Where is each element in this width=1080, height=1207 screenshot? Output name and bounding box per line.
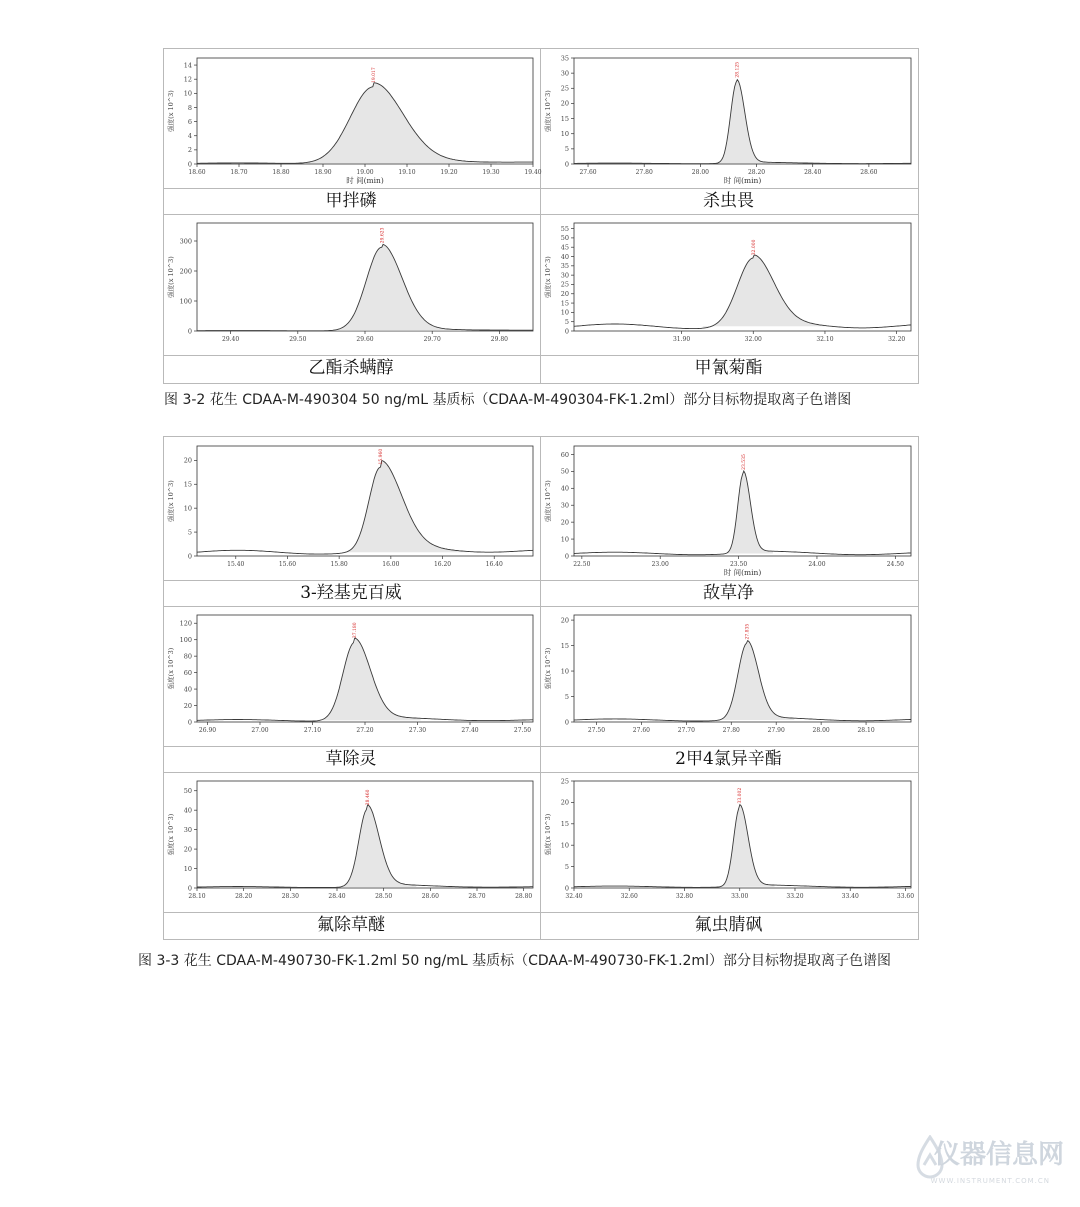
x-axis-label: 时 间(min): [346, 176, 384, 185]
y-tick-label: 15: [183, 480, 192, 489]
retention-time-label: 29.623: [380, 227, 386, 244]
chromatogram-svg: [163, 213, 539, 354]
x-tick-label: 27.30: [408, 727, 427, 734]
x-tick-label: 32.80: [675, 893, 694, 900]
y-tick-label: 10: [183, 504, 192, 513]
retention-time-label: 27.835: [745, 623, 751, 640]
x-tick-label: 28.60: [421, 893, 439, 900]
grid-divider: [164, 355, 918, 356]
chromatogram-panel: [163, 605, 539, 745]
y-tick-label: 120: [179, 619, 192, 628]
y-axis-label: 强度(x 10^3): [167, 90, 175, 132]
x-tick-label: 19.30: [482, 169, 500, 176]
x-tick-label: 19.00: [356, 169, 374, 176]
x-tick-label: 28.00: [812, 727, 830, 734]
chromatogram-panel: [540, 436, 917, 579]
chromatogram-panel: [163, 436, 539, 579]
figure-caption: 图 3-2 花生 CDAA-M-490304 50 ng/mL 基质标（CDAA-M-490304-FK-1.2ml）部分目标物提取离子色谱图: [164, 392, 852, 408]
chromatogram-svg: [163, 771, 539, 911]
y-axis-label: 强度(x 10^3): [544, 647, 552, 690]
chromatogram-svg: [163, 605, 539, 745]
chromatogram-panel: [540, 213, 917, 354]
y-tick-label: 50: [183, 787, 192, 796]
y-tick-label: 0: [564, 884, 569, 893]
y-tick-label: 0: [564, 160, 569, 169]
chromatogram-svg: [540, 436, 917, 579]
y-tick-label: 15: [560, 641, 569, 650]
y-tick-label: 40: [560, 484, 569, 493]
compound-name: 草除灵: [325, 749, 377, 769]
x-tick-label: 29.80: [490, 336, 508, 343]
x-tick-label: 15.80: [330, 561, 348, 568]
y-tick-label: 20: [183, 845, 192, 854]
x-tick-label: 32.00: [744, 336, 762, 343]
y-tick-label: 10: [560, 308, 569, 317]
x-tick-label: 28.20: [235, 893, 253, 900]
chromatogram-panel: [540, 605, 917, 745]
x-tick-label: 31.90: [672, 336, 691, 343]
chromatogram-panel: [540, 48, 917, 187]
y-tick-label: 4: [187, 132, 192, 141]
peak-area: [341, 805, 417, 887]
y-tick-label: 20: [183, 456, 192, 465]
y-tick-label: 6: [187, 117, 192, 126]
chromatogram-panel: [163, 213, 539, 354]
y-tick-label: 5: [564, 692, 569, 701]
chromatogram-svg: [540, 48, 917, 187]
y-tick-label: 20: [560, 616, 569, 625]
y-tick-label: 20: [183, 701, 192, 710]
y-tick-label: 20: [560, 798, 569, 807]
retention-time-label: 28.460: [365, 789, 371, 806]
y-tick-label: 10: [560, 841, 569, 850]
compound-name: 甲拌磷: [325, 191, 377, 211]
x-tick-label: 28.70: [468, 893, 486, 900]
x-tick-label: 18.60: [188, 169, 206, 176]
x-tick-label: 27.80: [635, 169, 653, 176]
x-tick-label: 33.40: [841, 893, 859, 900]
x-tick-label: 19.20: [440, 169, 458, 176]
y-tick-label: 0: [187, 884, 192, 893]
y-tick-label: 40: [183, 806, 192, 815]
x-tick-label: 28.60: [860, 169, 878, 176]
x-tick-label: 15.40: [227, 561, 245, 568]
x-tick-label: 15.60: [278, 561, 297, 568]
x-tick-label: 27.80: [722, 727, 740, 734]
figure-caption: 图 3-3 花生 CDAA-M-490730-FK-1.2ml 50 ng/mL 基质标（CDAA-M-490730-FK-1.2ml）部分目标物提取离子色谱图: [138, 953, 891, 969]
x-tick-label: 19.40: [524, 169, 542, 176]
y-tick-label: 10: [183, 89, 192, 98]
x-tick-label: 22.50: [573, 561, 591, 568]
y-tick-label: 40: [183, 685, 192, 694]
retention-time-label: 19.017: [371, 67, 377, 83]
y-axis-label: 强度(x 10^3): [167, 480, 175, 522]
y-tick-label: 45: [560, 243, 569, 252]
grid-divider: [164, 188, 918, 189]
x-tick-label: 27.50: [513, 727, 532, 734]
y-tick-label: 20: [560, 518, 569, 527]
y-tick-label: 35: [560, 262, 569, 271]
y-tick-label: 8: [187, 103, 192, 112]
x-tick-label: 33.00: [731, 893, 749, 900]
y-tick-label: 0: [187, 160, 192, 169]
y-tick-label: 20: [560, 99, 569, 108]
y-tick-label: 25: [560, 84, 569, 93]
x-tick-label: 32.20: [888, 336, 906, 343]
x-tick-label: 28.40: [804, 169, 822, 176]
y-tick-label: 10: [560, 667, 569, 676]
x-tick-label: 23.50: [729, 561, 748, 568]
x-tick-label: 28.10: [188, 893, 206, 900]
x-tick-label: 33.20: [786, 893, 804, 900]
y-axis-label: 强度(x 10^3): [544, 90, 552, 132]
grid-divider: [164, 746, 918, 747]
y-tick-label: 80: [183, 652, 192, 661]
chromatogram-svg: [540, 213, 917, 354]
x-tick-label: 18.70: [230, 169, 248, 176]
x-tick-label: 27.00: [251, 727, 269, 734]
retention-time-label: 23.535: [741, 454, 747, 470]
chromatogram-svg: [540, 605, 917, 745]
watermark-subtext: WWW.INSTRUMENT.COM.CN: [930, 1177, 1050, 1185]
y-tick-label: 12: [183, 75, 192, 84]
compound-name: 氟除草醚: [317, 915, 385, 935]
x-tick-label: 26.90: [198, 727, 217, 734]
y-tick-label: 30: [560, 501, 569, 510]
y-tick-label: 35: [560, 54, 569, 63]
y-axis-label: 强度(x 10^3): [167, 647, 175, 690]
chromatogram-svg: [163, 48, 542, 187]
x-tick-label: 29.70: [423, 336, 441, 343]
y-axis-label: 强度(x 10^3): [544, 480, 552, 522]
y-tick-label: 20: [560, 290, 569, 299]
chromatogram-panel: [163, 48, 542, 187]
y-tick-label: 10: [560, 130, 569, 139]
x-tick-label: 27.60: [632, 727, 650, 734]
grid-divider: [164, 580, 918, 581]
compound-name: 2甲4氯异辛酯: [675, 749, 782, 769]
x-tick-label: 28.30: [281, 893, 299, 900]
compound-name: 氟虫腈砜: [694, 915, 763, 935]
y-tick-label: 30: [183, 825, 192, 834]
y-axis-label: 强度(x 10^3): [167, 256, 175, 298]
x-tick-label: 28.00: [691, 169, 709, 176]
y-tick-label: 25: [560, 777, 569, 786]
x-tick-label: 27.10: [303, 727, 322, 734]
y-tick-label: 30: [560, 271, 569, 280]
y-tick-label: 0: [187, 327, 192, 336]
x-tick-label: 24.00: [808, 561, 826, 568]
retention-time-label: 27.180: [353, 622, 358, 639]
compound-name: 3-羟基克百威: [300, 583, 402, 603]
x-tick-label: 28.50: [375, 893, 393, 900]
x-tick-label: 19.10: [398, 169, 416, 176]
y-tick-label: 55: [560, 224, 569, 233]
y-tick-label: 5: [564, 317, 569, 326]
x-tick-label: 27.90: [767, 727, 785, 734]
peak-area: [343, 460, 467, 552]
y-tick-label: 60: [183, 668, 192, 677]
y-tick-label: 0: [564, 718, 569, 727]
x-tick-label: 32.10: [816, 336, 834, 343]
x-tick-label: 28.80: [515, 893, 533, 900]
x-tick-label: 27.70: [677, 727, 695, 734]
chromatogram-svg: [163, 436, 539, 579]
x-tick-label: 18.80: [272, 169, 290, 176]
y-tick-label: 25: [560, 280, 569, 289]
y-tick-label: 14: [183, 61, 192, 70]
x-tick-label: 28.20: [747, 169, 766, 176]
x-tick-label: 32.60: [620, 893, 638, 900]
y-tick-label: 30: [560, 69, 569, 78]
y-tick-label: 0: [564, 327, 569, 336]
y-tick-label: 100: [179, 297, 192, 306]
retention-time-label: 33.002: [738, 787, 744, 804]
y-tick-label: 100: [179, 635, 192, 644]
chromatogram-panel: [163, 771, 539, 911]
chromatogram-svg: [540, 771, 917, 911]
chromatogram-panel: [540, 771, 917, 911]
watermark-text: 仪器信息网: [933, 1140, 1064, 1170]
y-tick-label: 15: [560, 299, 569, 308]
y-axis-label: 强度(x 10^3): [167, 813, 175, 856]
x-tick-label: 28.40: [328, 893, 346, 900]
x-tick-label: 27.40: [461, 727, 479, 734]
x-tick-label: 23.00: [651, 561, 669, 568]
y-axis-label: 强度(x 10^3): [544, 813, 552, 856]
x-tick-label: 28.10: [857, 727, 875, 734]
y-tick-label: 15: [560, 820, 569, 829]
y-tick-label: 5: [187, 528, 192, 537]
x-axis-label: 时 间(min): [723, 568, 762, 577]
x-tick-label: 29.50: [289, 336, 307, 343]
y-tick-label: 15: [560, 114, 569, 123]
x-tick-label: 18.90: [314, 169, 332, 176]
compound-name: 乙酯杀螨醇: [308, 358, 394, 378]
x-tick-label: 16.00: [382, 561, 400, 568]
y-tick-label: 300: [179, 237, 192, 246]
y-tick-label: 10: [183, 864, 192, 873]
x-axis-label: 时 间(min): [723, 176, 762, 185]
x-tick-label: 16.20: [433, 561, 452, 568]
y-tick-label: 200: [179, 267, 192, 276]
y-tick-label: 60: [560, 450, 569, 459]
retention-time-label: 32.000: [751, 239, 757, 256]
compound-name: 杀虫畏: [703, 191, 754, 211]
x-tick-label: 29.40: [222, 336, 240, 343]
y-tick-label: 5: [564, 862, 569, 871]
y-tick-label: 40: [560, 252, 569, 261]
y-tick-label: 50: [560, 234, 569, 243]
y-tick-label: 10: [560, 535, 569, 544]
y-tick-label: 2: [187, 146, 192, 155]
y-tick-label: 50: [560, 467, 569, 476]
y-axis-label: 强度(x 10^3): [544, 256, 552, 298]
x-tick-label: 33.60: [896, 893, 915, 900]
y-tick-label: 0: [187, 552, 192, 561]
compound-name: 甲氰菊酯: [694, 358, 763, 378]
x-tick-label: 27.50: [587, 727, 606, 734]
retention-time-label: 28.125: [735, 61, 741, 78]
y-tick-label: 0: [564, 552, 569, 561]
x-tick-label: 27.20: [356, 727, 374, 734]
grid-divider: [164, 912, 918, 913]
x-tick-label: 29.60: [356, 336, 374, 343]
x-tick-label: 32.40: [565, 893, 583, 900]
x-tick-label: 16.40: [485, 561, 503, 568]
x-tick-label: 27.60: [579, 169, 597, 176]
retention-time-label: 15.960: [379, 448, 385, 465]
y-tick-label: 5: [564, 145, 569, 154]
x-tick-label: 24.50: [886, 561, 904, 568]
compound-name: 敌草净: [703, 583, 754, 603]
y-tick-label: 0: [187, 718, 192, 727]
